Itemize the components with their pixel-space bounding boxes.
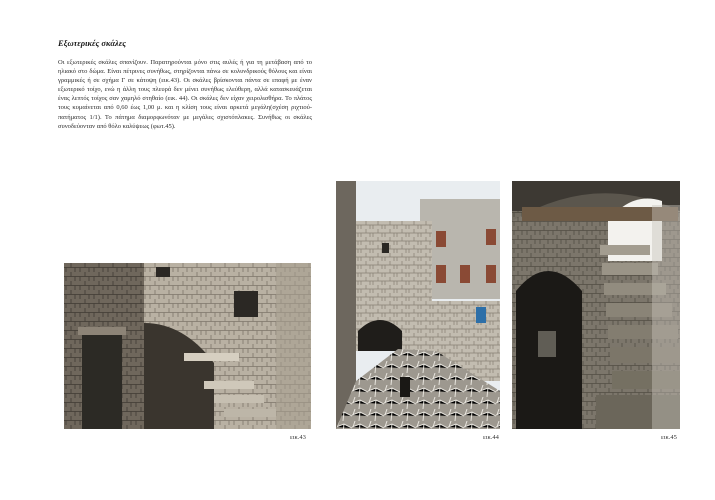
caption-45: εικ.45 <box>661 434 677 441</box>
caption-44: εικ.44 <box>483 434 499 441</box>
photo-vaulted-stair-45 <box>512 181 680 429</box>
body-paragraph: Οι εξωτερικές σκάλες σπανίζουν. Παρατηρούνται μόνο στις αυλές ή για τη μετάβαση από το ηλιακό στο δώμα. Είναι πέτρινες συνήθως, στηρίζονται πάνω σε κολυνδρικούς θόλους και είναι γραμμικές ή σε σχήμα Γ σε κάτοψη (εικ.43). Οι σκάλες βρίσκονται πάντα σε επαφή με έναν εξωτερικό τοίχο, ενώ η άλλη τους πλευρά δεν μένει συνήθως ελεύθερη, αλλά κατασκευάζεται ένας λεπτός τοίχος σαν χαμηλό στηθαίο (εικ. 44). Οι σκάλες δεν είχαν χειρολισθήρα. Το πλάτος τους κυμαίνεται από 0,60 έως 1,00 μ. και η κλίση τους είναι αρκετά μεγάλη(σχέση ριχτιού-πατήματος 1/1). Το πάτημα διαμορφωνόταν με μεγάλες σχιστόπλακες. Συνήθως οι σκάλες συνοδεύονταν από θόλο καλύψεως (φωτ.45). <box>58 59 312 130</box>
caption-43: εικ.43 <box>290 434 306 441</box>
photo-village-lane-44 <box>336 181 500 429</box>
section-heading: Εξωτερικές σκάλες <box>58 38 127 48</box>
photo-exterior-stair-43 <box>64 263 311 429</box>
